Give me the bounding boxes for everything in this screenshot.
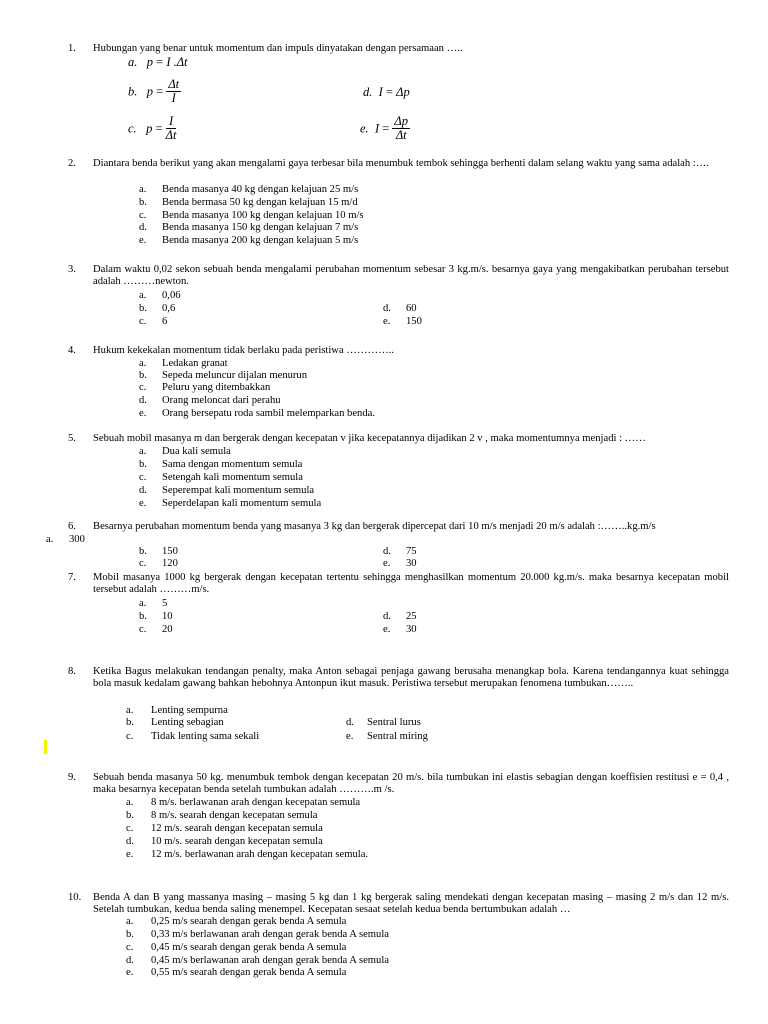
question-number: 7.	[68, 572, 76, 583]
option-c[interactable]: c. Setengah kali momentum semula	[139, 472, 303, 483]
option-c[interactable]: c. Peluru yang ditembakkan	[139, 382, 271, 393]
question-number: 2.	[68, 158, 76, 169]
option-b[interactable]: b. Benda bermasa 50 kg dengan kelajuan 15 m/d	[139, 197, 358, 208]
option-a[interactable]: a. 0,06	[139, 290, 181, 301]
option-d[interactable]: d. 60	[383, 303, 417, 314]
option-b[interactable]: b. 0,33 m/s berlawanan arah dengan gerak benda A semula	[126, 929, 389, 940]
question-stem: Besarnya perubahan momentum benda yang masanya 3 kg dan bergerak dipercepat dari 10 m/s menjadi 20 m/s adalah :……..kg.m/s	[93, 521, 656, 532]
question-number: 3.	[68, 264, 76, 275]
option-b[interactable]: b. Lenting sebagian	[126, 717, 224, 728]
option-a[interactable]: a. 0,25 m/s searah dengan gerak benda A semula	[126, 916, 347, 927]
option-e[interactable]: e. Benda masanya 200 kg dengan kelajuan 5 m/s	[139, 235, 359, 246]
question-number: 9.	[68, 772, 76, 783]
fraction: $\frac{\Delta p}{\Delta t}$	[394, 114, 409, 142]
option-c[interactable]: c. 120	[139, 558, 178, 569]
question-number: 8.	[68, 666, 76, 677]
option-d[interactable]: d. Benda masanya 150 kg dengan kelajuan 7 m/s	[139, 222, 359, 233]
option-e[interactable]: e. 30	[383, 624, 417, 635]
option-d[interactable]: d. 25	[383, 611, 417, 622]
option-d[interactable]: d. Sentral lurus	[346, 717, 421, 728]
question-number: 4.	[68, 345, 76, 356]
option-e[interactable]: e. Sentral miring	[346, 731, 428, 742]
option-e[interactable]: e. Orang bersepatu roda sambil melemparkan benda.	[139, 408, 375, 419]
option-e[interactable]: e. Seperdelapan kali momentum semula	[139, 498, 322, 509]
option-e[interactable]: e. 150	[383, 316, 422, 327]
option-e[interactable]: e. 30	[383, 558, 417, 569]
question-stem: Hukum kekekalan momentum tidak berlaku pada peristiwa …………..	[93, 345, 394, 356]
option-a[interactable]: a. 300	[46, 534, 85, 545]
option-a[interactable]: a. 5	[139, 598, 168, 609]
option-d[interactable]: d. 75	[383, 546, 417, 557]
option-b[interactable]: b. 10	[139, 611, 173, 622]
option-c[interactable]: c. 0,45 m/s searah dengan gerak benda A semula	[126, 942, 347, 953]
option-a[interactable]: a. 8 m/s. berlawanan arah dengan kecepatan semula	[126, 797, 361, 808]
fraction: $\frac{I}{\Delta t}$	[165, 114, 177, 142]
question-number: 10.	[68, 892, 82, 903]
option-e[interactable]: e. I = $\frac{\Delta p}{\Delta t}$	[360, 114, 409, 142]
option-c[interactable]: c. Tidak lenting sama sekali	[126, 731, 260, 742]
question-stem: Dalam waktu 0,02 sekon sebuah benda mengalami perubahan momentum sebesar 3 kg.m/s. besarnya gaya yang mengakibatkan perubahan tersebut adalah ………newton.	[93, 264, 729, 288]
question-stem: Hubungan yang benar untuk momentum dan impuls dinyatakan dengan persamaan …..	[93, 43, 463, 54]
option-b[interactable]: b. 150	[139, 546, 178, 557]
option-d[interactable]: d. I = Δp	[363, 85, 410, 99]
option-b[interactable]: b. Sepeda meluncur dijalan menurun	[139, 370, 308, 381]
option-c[interactable]: c. p = $\frac{I}{\Delta t}$	[128, 114, 177, 142]
option-d[interactable]: d. Orang meloncat dari perahu	[139, 395, 281, 406]
option-e[interactable]: e. 0,55 m/s searah dengan gerak benda A semula	[126, 967, 347, 978]
question-stem: Sebuah mobil masanya m dan bergerak dengan kecepatan v jika kecepatannya dijadikan 2 v , maka momentumnya menjadi : ……	[93, 433, 646, 444]
option-b[interactable]: b. Sama dengan momentum semula	[139, 459, 303, 470]
question-stem: Ketika Bagus melakukan tendangan penalty, maka Anton sebagai penjaga gawang berusaha menangkap bola. Karena tendangannya kuat sehingga bola masuk kedalam gawang bahkan hebohnya Antonpun ikut masuk. Peristiwa tersebut merupakan fenomena tumbukan……..	[93, 666, 729, 690]
option-b[interactable]: b. 0,6	[139, 303, 176, 314]
option-d[interactable]: d. 10 m/s. searah dengan kecepatan semula	[126, 836, 323, 847]
option-b[interactable]: b. 8 m/s. searah dengan kecepatan semula	[126, 810, 318, 821]
option-d[interactable]: d. 0,45 m/s berlawanan arah dengan gerak benda A semula	[126, 955, 389, 966]
option-c[interactable]: c. 12 m/s. searah dengan kecepatan semula	[126, 823, 323, 834]
question-number: 1.	[68, 43, 76, 54]
option-c[interactable]: c. Benda masanya 100 kg dengan kelajuan 10 m/s	[139, 210, 364, 221]
option-e[interactable]: e. 12 m/s. berlawanan arah dengan kecepatan semula.	[126, 849, 369, 860]
option-a[interactable]: a. Lenting sempurna	[126, 705, 228, 716]
highlight-mark	[44, 740, 47, 754]
question-stem: Mobil masanya 1000 kg bergerak dengan kecepatan tertentu sehingga menghasilkan momentum 20.000 kg.m/s. maka besarnya kecepatan mobil tersebut adalah ………m/s.	[93, 572, 729, 596]
option-d[interactable]: d. Seperempat kali momentum semula	[139, 485, 315, 496]
option-a[interactable]: a. Benda masanya 40 kg dengan kelajuan 25 m/s	[139, 184, 359, 195]
option-a[interactable]: a. Dua kali semula	[139, 446, 231, 457]
question-stem: Sebuah benda masanya 50 kg. menumbuk tembok dengan kecepatan 20 m/s. bila tumbukan ini elastis sebagian dengan koeffisien restitusi e = 0,4 , maka besarnya kecepatan benda setelah tumbukan adalah ……….m /s.	[93, 772, 729, 796]
option-c[interactable]: c. 20	[139, 624, 173, 635]
option-c[interactable]: c. 6	[139, 316, 168, 327]
fraction: $\frac{\Delta t}{I}$	[168, 77, 180, 105]
option-a[interactable]: a. p = I .Δt	[128, 55, 188, 69]
option-b[interactable]: b. p = $\frac{\Delta t}{I}$	[128, 77, 180, 105]
question-stem: Benda A dan B yang massanya masing – masing 5 kg dan 1 kg bergerak saling mendekati dengan kecepatan masing – masing 2 m/s dan 12 m/s. Setelah tumbukan, kedua benda saling menempel. Kecepatan sesaat setelah kedua benda bertumbukan adalah …	[93, 892, 729, 916]
question-number: 5.	[68, 433, 76, 444]
question-stem: Diantara benda berikut yang akan mengalami gaya terbesar bila menumbuk tembok sehingga berhenti dalam selang waktu yang sama adalah :….	[93, 158, 709, 169]
question-number: 6.	[68, 521, 76, 532]
option-a[interactable]: a. Ledakan granat	[139, 358, 228, 369]
